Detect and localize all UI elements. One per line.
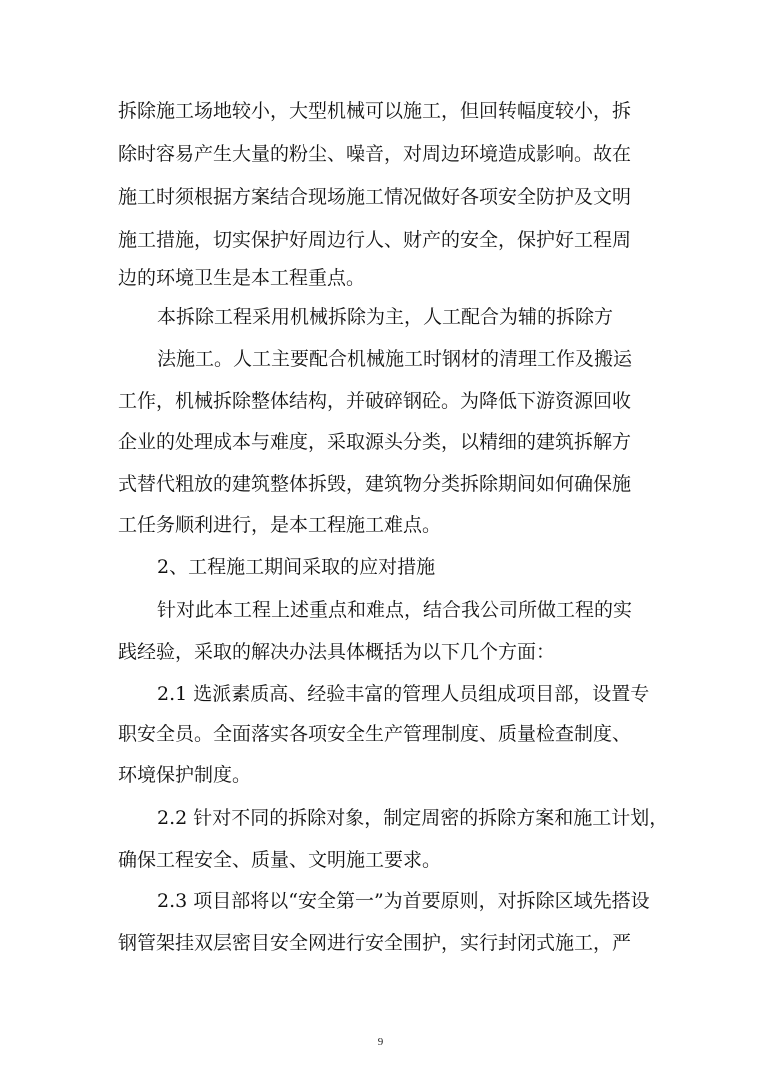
text-line-19: 确保工程安全、质量、文明施工要求。 bbox=[118, 849, 442, 871]
text-line-6: 本拆除工程采用机械拆除为主，人工配合为辅的拆除方 bbox=[157, 306, 614, 328]
text-line-5: 边的环境卫生是本工程重点。 bbox=[118, 267, 366, 289]
text-line-7: 法施工。人工主要配合机械施工时钢材的清理工作及搬运 bbox=[157, 348, 633, 370]
text-line-16: 职安全员。全面落实各项安全生产管理制度、质量检查制度、 bbox=[118, 723, 632, 745]
text-line-2: 除时容易产生大量的粉尘、噪音，对周边环境造成影响。故在 bbox=[118, 143, 632, 165]
text-line-18: 2.2 针对不同的拆除对象，制定周密的拆除方案和施工计划， bbox=[157, 807, 669, 829]
text-line-17: 环境保护制度。 bbox=[118, 764, 252, 786]
text-line-21: 钢管架挂双层密目安全网进行安全围护，实行封闭式施工，严 bbox=[118, 932, 632, 954]
text-line-11: 工任务顺利进行，是本工程施工难点。 bbox=[118, 514, 442, 536]
text-line-20: 2.3 项目部将以“安全第一”为首要原则，对拆除区域先搭设 bbox=[157, 890, 650, 912]
text-line-8: 工作，机械拆除整体结构，并破碎钢砼。为降低下游资源回收 bbox=[118, 390, 632, 412]
text-line-14: 践经验，采取的解决办法具体概括为以下几个方面： bbox=[118, 641, 556, 663]
text-line-15: 2.1 选派素质高、经验丰富的管理人员组成项目部，设置专 bbox=[157, 683, 650, 705]
text-line-1: 拆除施工场地较小，大型机械可以施工，但回转幅度较小，拆 bbox=[118, 100, 632, 122]
text-line-9: 企业的处理成本与难度，采取源头分类，以精细的建筑拆解方 bbox=[118, 431, 632, 453]
page-number: 9 bbox=[377, 1036, 384, 1048]
text-line-3: 施工时须根据方案结合现场施工情况做好各项安全防护及文明 bbox=[118, 186, 632, 208]
text-line-10: 式替代粗放的建筑整体拆毁，建筑物分类拆除期间如何确保施 bbox=[118, 473, 632, 495]
section-heading: 2、工程施工期间采取的应对措施 bbox=[157, 556, 436, 578]
text-line-13: 针对此本工程上述重点和难点，结合我公司所做工程的实 bbox=[157, 599, 633, 621]
text-line-4: 施工措施，切实保护好周边行人、财产的安全，保护好工程周 bbox=[118, 229, 632, 251]
